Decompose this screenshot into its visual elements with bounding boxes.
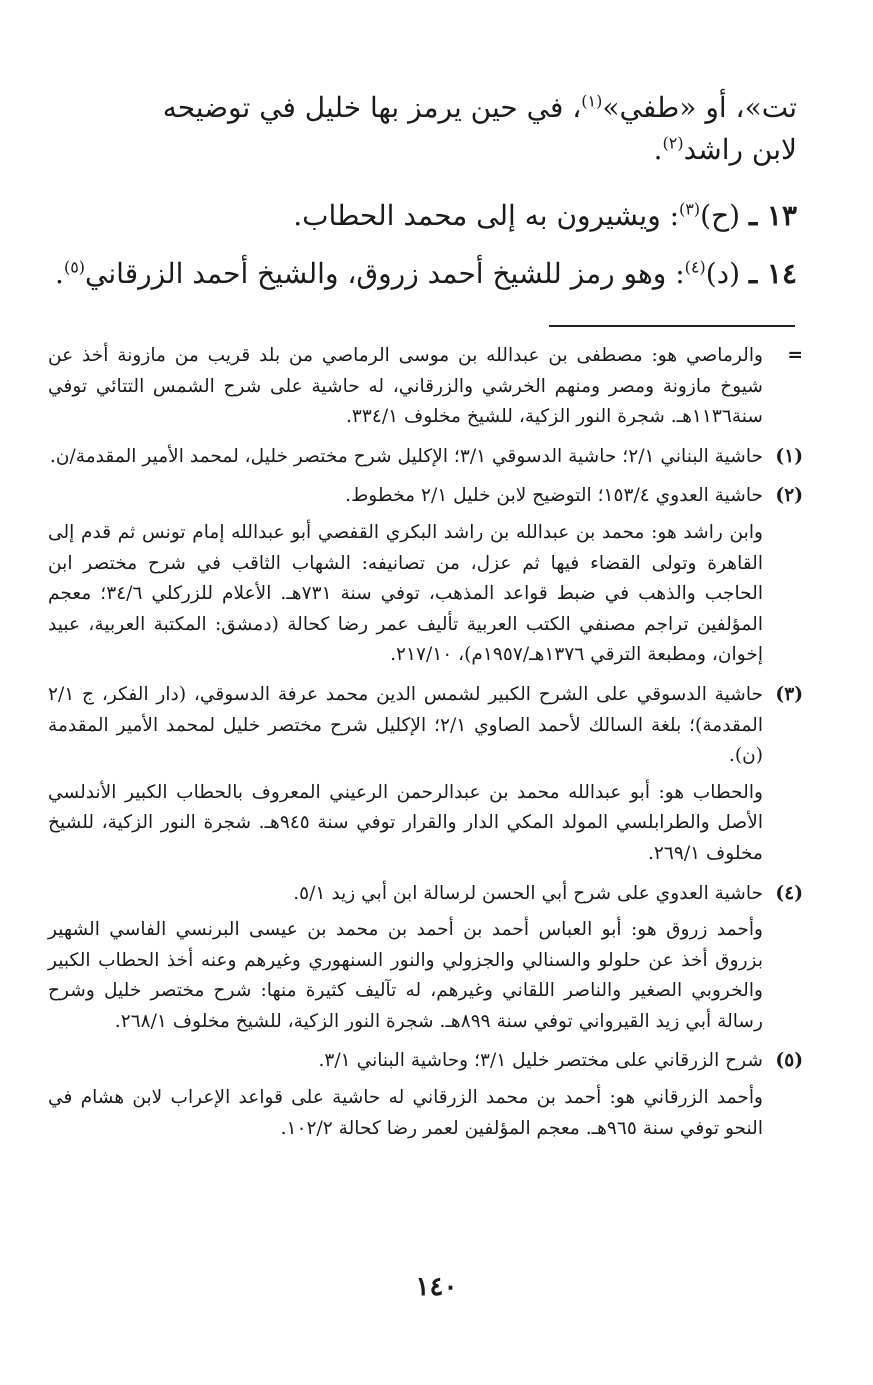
footnote-text: حاشية العدوي ١٥٣/٤؛ التوضيح لابن خليل ٢/١ مخطوط. — [345, 485, 763, 507]
footnote-continued — [48, 341, 803, 433]
footnote-text: وابن راشد هو: محمد بن عبدالله بن راشد البكري القفصي أبو عبدالله إمام تونس ثم قدم إلى القاهرة وتولى القضاء فيها ثم عزل، من تصانيفه: الشهاب الثاقب في شرح مختصر ابن الحاجب والذهب في ضبط قواعد المذهب، توفي سنة ٧٣١هـ. الأعلام للزركلي ٣٤/٦؛ معجم المؤلفين تراجم مصنفي الكتب العربية تأليف عمر رضا كحالة (دمشق: المكتبة العربية، عبيد إخوان، ومطبعة الترقي ١٣٧٦هـ/١٩٥٧م)، ٢١٧/١٠. — [48, 521, 763, 666]
footnote-4 — [48, 879, 803, 1038]
footnote-2 — [48, 481, 803, 671]
footnote-text: وأحمد زروق هو: أبو العباس أحمد بن أحمد بن محمد بن عيسى البرنسي الفاسي الشهير بزروق أخذ عن حلولو والسنالي والجزولي والنور السنهوري وغيرهم وعنه أخذ الحطاب الكبير والخروبي الصغير والناصر اللقاني وغيرهم، له تآليف كثيرة منها: شرح مختصر خليل وشرح رسالة أبي زيد القيرواني توفي سنة ٨٩٩هـ. شجرة النور الزكية، للشيخ مخلوف ٢٦٨/١. — [48, 919, 763, 1032]
footnote-ref-4: (٤) — [684, 257, 706, 277]
footnote-text: حاشية الدسوقي على الشرح الكبير لشمس الدين محمد عرفة الدسوقي، (دار الفكر، ج ٢/١ المقدمة)؛ بلغة السالك لأحمد الصاوي ٢/١؛ الإكليل شرح مختصر خليل لمحمد الأمير المقدمة (ن). — [48, 683, 763, 767]
entry-13 — [48, 194, 797, 238]
entry-13-code: (ح) — [700, 199, 741, 232]
page-number: ١٤٠ — [415, 1272, 458, 1302]
footnote-mark: (٤) — [775, 882, 803, 904]
footnote-text: والحطاب هو: أبو عبدالله محمد بن عبدالرحمن الرعيني المعروف بالحطاب الكبير الأندلسي الأصل والطرابلسي المولد المكي الدار والقرار توفي سنة ٩٤٥هـ. شجرة النور الزكية، للشيخ مخلوف ٢٦٩/١. — [48, 781, 763, 864]
footnote-1 — [48, 442, 803, 473]
footnote-ref-1: (١) — [581, 91, 603, 111]
footnote-5 — [48, 1046, 803, 1144]
main-paragraph-cont — [48, 128, 797, 172]
footnote-separator — [549, 325, 795, 327]
footnote-mark: (١) — [775, 445, 803, 467]
footnote-text: والرماصي هو: مصطفى بن عبدالله بن موسى الرماصي من بلد قريب من مازونة أخذ عن شيوخ مازونة ومصر ومنهم الخرشي والزرقاني، له حاشية على شرح الشمس التتائي توفي سنة١١٣٦هـ. شجرة النور الزكية، للشيخ مخلوف ٣٣٤/١. — [48, 345, 763, 428]
entry-13-text: : ويشيرون به إلى محمد الحطاب. — [293, 199, 680, 232]
line2-end: . — [653, 133, 663, 166]
entry-14-code: (د) — [705, 257, 741, 290]
footnote-ref-5: (٥) — [63, 257, 86, 277]
entry-14 — [48, 252, 797, 296]
line2-text: لابن راشد — [683, 133, 797, 166]
entry-14-number: ١٤ ـ — [748, 257, 797, 290]
footnote-text: وأحمد الزرقاني هو: أحمد بن محمد الزرقاني له حاشية على قواعد الإعراب لابن هشام في النحو توفي سنة ٩٦٥هـ. معجم المؤلفين لعمر رضا كحالة ١٠٢/٢. — [48, 1087, 763, 1139]
line1-rest: ، في حين يرمز بها خليل في توضيحه — [162, 91, 582, 124]
main-text — [48, 86, 797, 296]
footnote-text: شرح الزرقاني على مختصر خليل ٣/١؛ وحاشية البناني ٣/١. — [318, 1050, 763, 1072]
footnote-3 — [48, 680, 803, 870]
entry-14-end: . — [55, 257, 64, 290]
footnote-ref-2: (٢) — [662, 133, 684, 153]
footnote-mark: (٥) — [775, 1050, 803, 1072]
footnote-text: حاشية العدوي على شرح أبي الحسن لرسالة ابن أبي زيد ٥/١. — [293, 882, 763, 904]
line1-start: تت»، أو «طفي» — [602, 91, 797, 124]
entry-13-number: ١٣ ـ — [748, 199, 797, 232]
footnote-ref-3: (٣) — [679, 199, 701, 219]
footnote-mark: (٢) — [775, 485, 803, 507]
entry-14-text: : وهو رمز للشيخ أحمد زروق، والشيخ أحمد الزرقاني — [85, 257, 685, 290]
footnote-text: حاشية البناني ٢/١؛ حاشية الدسوقي ٣/١؛ الإكليل شرح مختصر خليل، لمحمد الأمير المقدمة/ن. — [49, 445, 763, 467]
footnote-mark: (٣) — [775, 683, 803, 705]
main-paragraph — [48, 86, 797, 130]
footnote-mark: = — [787, 345, 803, 366]
footnotes — [48, 341, 803, 1153]
